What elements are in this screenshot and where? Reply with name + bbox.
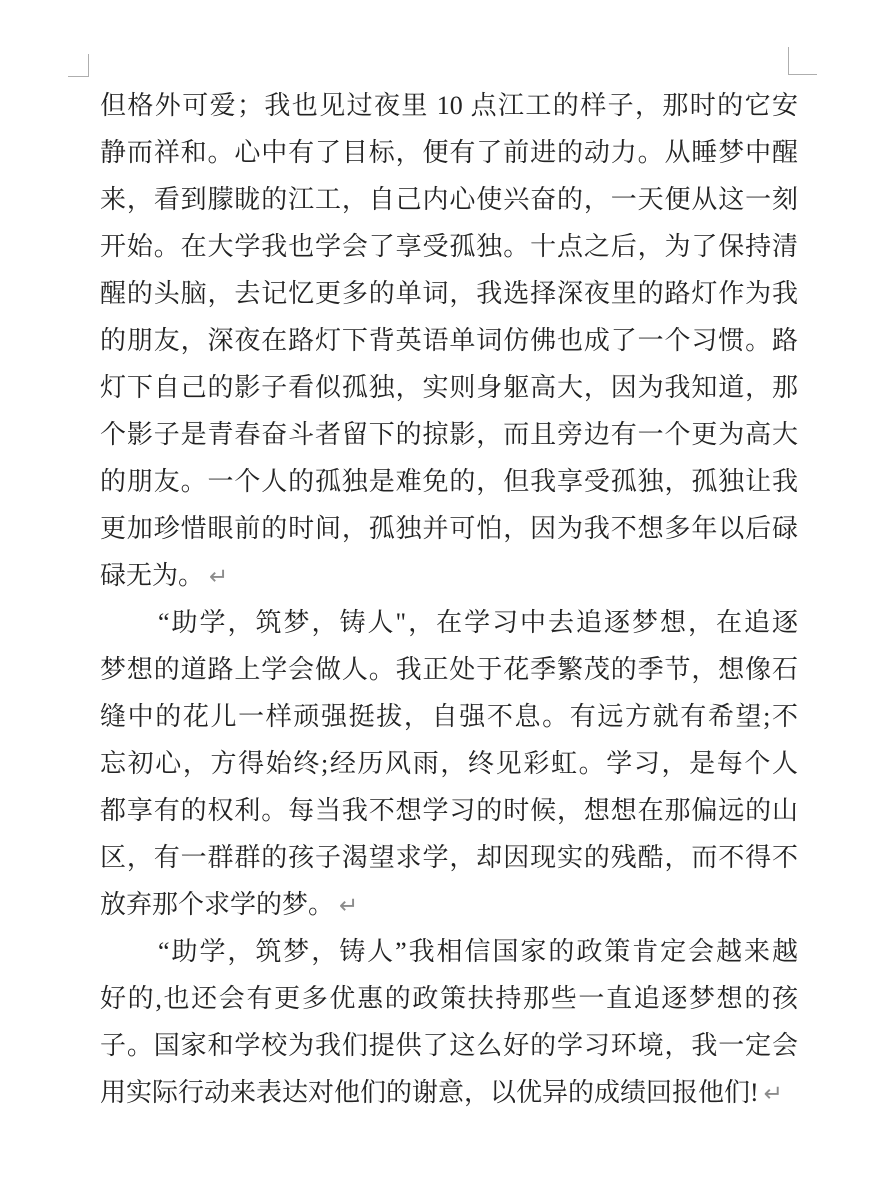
paragraph-mark-icon: ↵ (763, 1081, 783, 1107)
text-line-content: 子。国家和学校为我们提供了这么好的学习环境，我一定会 (100, 1031, 798, 1060)
text-boundary-crop-mark-top-right (788, 47, 817, 75)
text-line (100, 82, 798, 129)
paragraph-mark-icon: ↵ (209, 564, 229, 590)
text-line (100, 928, 798, 975)
text-line (100, 270, 798, 317)
text-line-content: 静而祥和。心中有了目标，便有了前进的动力。从睡梦中醒 (100, 138, 798, 167)
text-line (100, 505, 798, 552)
text-line (100, 787, 798, 834)
text-line-content: 梦想的道路上学会做人。我正处于花季繁茂的季节，想像石 (100, 655, 798, 684)
text-line-content: 个影子是青春奋斗者留下的掠影，而且旁边有一个更为高大 (100, 420, 798, 449)
text-line-content: 都享有的权利。每当我不想学习的时候，想想在那偏远的山 (100, 796, 798, 825)
text-line (100, 129, 798, 176)
text-line (100, 458, 798, 505)
text-line (100, 411, 798, 458)
text-line-content: 的朋友，深夜在路灯下背英语单词仿佛也成了一个习惯。路 (100, 326, 798, 355)
text-line-content: 开始。在大学我也学会了享受孤独。十点之后，为了保持清 (100, 232, 798, 261)
paragraph-mark-icon: ↵ (339, 893, 359, 919)
text-line-content: 醒的头脑，去记忆更多的单词，我选择深夜里的路灯作为我 (100, 279, 798, 308)
text-line-content: 的朋友。一个人的孤独是难免的，但我享受孤独，孤独让我 (100, 467, 798, 496)
text-line-content: 更加珍惜眼前的时间，孤独并可怕，因为我不想多年以后碌 (100, 514, 798, 543)
text-line-content: 来，看到朦眬的江工，自己内心使兴奋的，一天便从这一刻 (100, 185, 798, 214)
text-line (100, 881, 798, 928)
text-line-content: 碌无为。 (100, 561, 205, 590)
text-line (100, 599, 798, 646)
text-line (100, 1069, 798, 1116)
text-boundary-crop-mark-top-left (68, 54, 89, 77)
text-line-content: “助学，筑梦，铸人”我相信国家的政策肯定会越来越 (158, 937, 798, 966)
text-line-content: 忘初心，方得始终;经历风雨，终见彩虹。学习，是每个人 (100, 749, 798, 778)
text-line-content: 好的,也还会有更多优惠的政策扶持那些一直追逐梦想的孩 (100, 984, 798, 1013)
text-line (100, 552, 798, 599)
text-line-content: 缝中的花儿一样顽强挺拔，自强不息。有远方就有希望;不 (100, 702, 798, 731)
text-line (100, 176, 798, 223)
text-line-content: 用实际行动来表达对他们的谢意，以优异的成绩回报他们! (100, 1078, 759, 1107)
text-line (100, 223, 798, 270)
text-line (100, 740, 798, 787)
text-line-content: 灯下自己的影子看似孤独，实则身躯高大，因为我知道，那 (100, 373, 798, 402)
text-line-content: 放弃那个求学的梦。 (100, 890, 335, 919)
document-body[interactable] (100, 82, 798, 1116)
text-line (100, 1022, 798, 1069)
text-line-content: 但格外可爱；我也见过夜里 10 点江工的样子，那时的它安 (100, 91, 798, 120)
text-line-content: “助学，筑梦，铸人"，在学习中去追逐梦想，在追逐 (158, 608, 798, 637)
text-line (100, 646, 798, 693)
text-line (100, 364, 798, 411)
text-line (100, 317, 798, 364)
text-line (100, 975, 798, 1022)
text-line (100, 693, 798, 740)
text-line (100, 834, 798, 881)
text-line-content: 区，有一群群的孩子渴望求学，却因现实的残酷，而不得不 (100, 843, 798, 872)
